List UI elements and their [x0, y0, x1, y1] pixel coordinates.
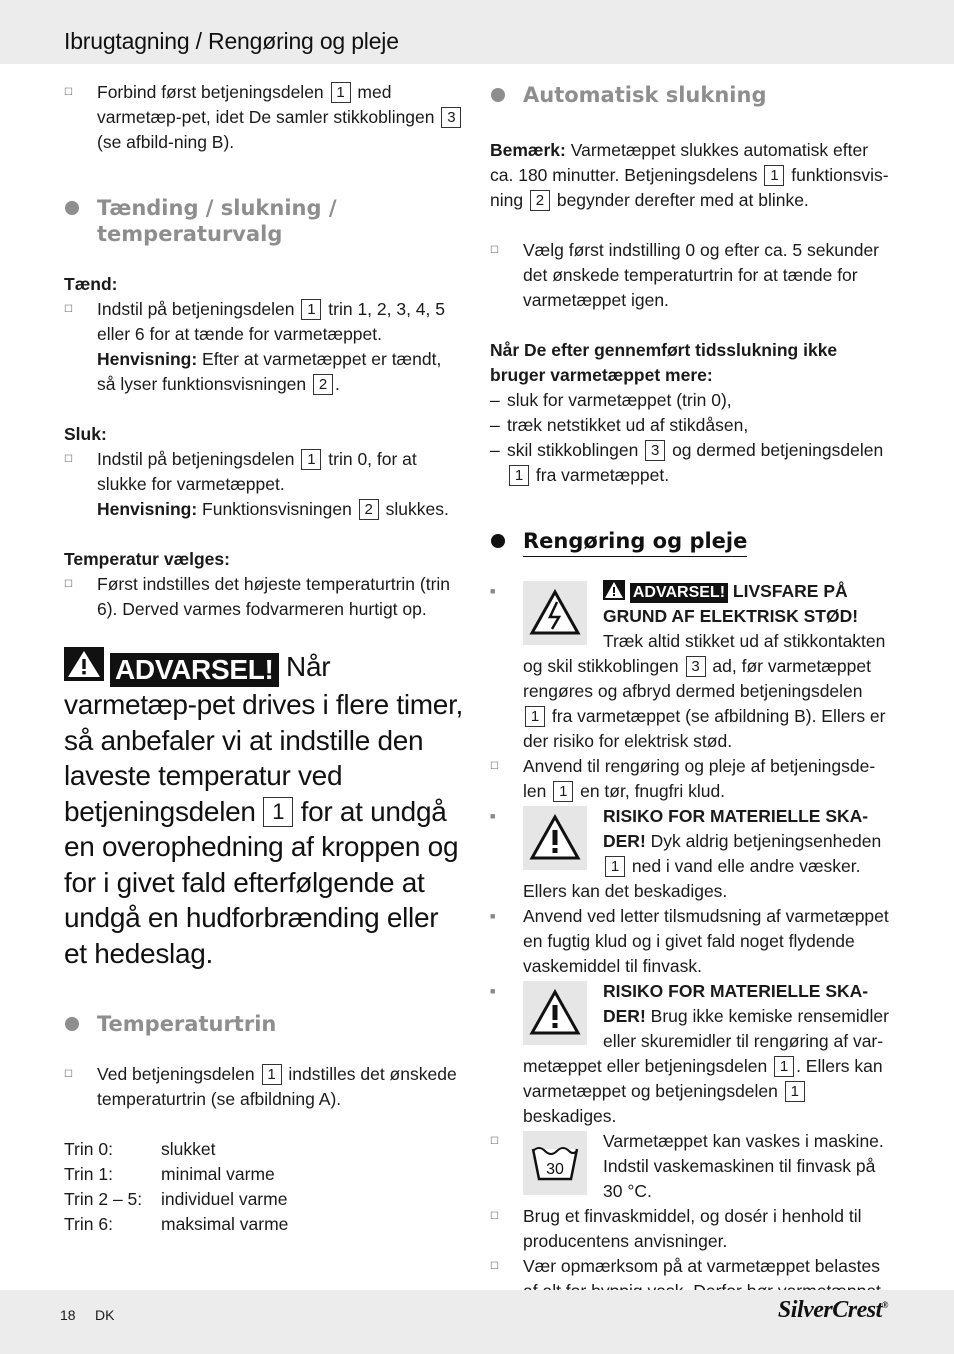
- part-number: 1: [509, 465, 529, 486]
- warning-block: ADVARSEL! Når varmetæp-pet drives i flere timer, så anbefaler vi at indstille den laveste temperatur ved betjeningsdelen 1 for at undgå en overophedning af kroppen og for i givet fald efterfølgende at undgå en hudforbrænding eller et hedeslag.: [64, 647, 464, 971]
- part-number: 1: [301, 449, 321, 470]
- part-number: 1: [553, 781, 573, 802]
- dash-item: – sluk for varmetæppet (trin 0),: [490, 390, 732, 410]
- list-item: ☐ Forbind først betjeningsdelen 1 med varmetæp-pet, idet De samler stikkoblingen 3 (se afbild-ning B).: [64, 80, 464, 155]
- part-number: 1: [785, 1081, 805, 1102]
- part-number: 1: [774, 1056, 794, 1077]
- warning-label: ADVARSEL!: [630, 583, 728, 603]
- part-number: 1: [262, 1064, 282, 1085]
- list-item: ■ RISIKO FOR MATERIELLE SKA-DER! Brug ikke kemiske rensemidler eller skuremidler til rengøring af var-metæppet eller betjeningsdelen 1 . Ellers kan varmetæppet og betjeningsdelen 1 beskadiges.: [490, 981, 889, 1126]
- square-bullet-icon: ■: [490, 986, 496, 996]
- section-heading-taending: Tænding / slukning / temperaturvalg: [64, 195, 464, 247]
- section-heading-temperaturtrin: Temperaturtrin: [64, 1011, 464, 1037]
- part-number: 1: [764, 165, 784, 186]
- checkbox-bullet-icon: ☐: [64, 87, 73, 98]
- checkbox-bullet-icon: ☐: [64, 454, 73, 465]
- bullet-dot-icon: [65, 1017, 79, 1031]
- list-item: ☐ 30 Varmetæppet kan vaskes i maskine. Indstil vaskemaskinen til finvask på 30 °C.: [490, 1131, 884, 1201]
- list-item: ☐ Brug et finvaskmiddel, og dosér i henhold til producentens anvisninger.: [490, 1206, 862, 1251]
- part-number: 3: [441, 107, 461, 128]
- square-bullet-icon: ■: [490, 586, 496, 596]
- trin-table: [64, 1137, 464, 1237]
- table-row: Trin 0: slukket: [64, 1139, 216, 1159]
- square-bullet-icon: ■: [490, 811, 496, 821]
- part-number: 1: [331, 82, 351, 103]
- wash-30-icon: [523, 1131, 587, 1195]
- table-row: Trin 6: maksimal varme: [64, 1214, 289, 1234]
- part-number: 1: [525, 706, 545, 727]
- caution-icon: [523, 806, 587, 870]
- list-item: ■ RISIKO FOR MATERIELLE SKA-DER! Dyk aldrig betjeningsenheden 1 ned i vand elle andre væsker. Ellers kan det beskadiges.: [490, 806, 882, 901]
- section-heading-automatisk: Automatisk slukning: [490, 82, 890, 108]
- list-item: ☐ Anvend til rengøring og pleje af betjeningsde-len 1 en tør, fnugfri klud.: [490, 756, 876, 801]
- bullet-dot-icon: [65, 201, 79, 215]
- table-row: Trin 1: minimal varme: [64, 1164, 275, 1184]
- brand-logo: SilverCrest®: [777, 1297, 888, 1323]
- checkbox-bullet-icon: ☐: [64, 579, 73, 590]
- left-column: [64, 80, 464, 1237]
- list-item: ■ Anvend ved letter tilsmudsning af varmetæppet en fugtig klud og i givet fald noget flydende vaskemiddel til finvask.: [490, 906, 889, 976]
- electric-shock-icon: [523, 581, 587, 645]
- checkbox-bullet-icon: ☐: [490, 1136, 499, 1147]
- list-item: ☐ Først indstilles det højeste temperaturtrin (trin 6). Derved varmes fodvarmeren hurtigt op.: [64, 574, 451, 619]
- caution-icon: [523, 981, 587, 1045]
- page-footer: [0, 1290, 954, 1354]
- list-item: ☐ Indstil på betjeningsdelen 1 trin 0, for at slukke for varmetæppet. Henvisning: Funktionsvisningen 2 slukkes.: [64, 449, 449, 519]
- list-item: ☐ Vælg først indstilling 0 og efter ca. 5 sekunder det ønskede temperaturtrin for at tænde for varmetæppet igen.: [490, 240, 880, 310]
- checkbox-bullet-icon: ☐: [490, 1261, 499, 1272]
- part-number: 2: [359, 499, 379, 520]
- bullet-dot-icon: [491, 88, 505, 102]
- subheading-temperatur: Temperatur vælges:: [64, 549, 230, 569]
- bullet-dot-icon: [491, 534, 505, 548]
- subheading-taend: Tænd:: [64, 274, 118, 294]
- checkbox-bullet-icon: ☐: [490, 245, 499, 256]
- right-column: [490, 80, 890, 1304]
- note-paragraph: Bemærk: Varmetæppet slukkes automatisk efter ca. 180 minutter. Betjeningsdelens 1 funktionsvis-ning 2 begynder derefter med at blinke.: [490, 140, 889, 210]
- square-bullet-icon: ■: [490, 911, 496, 921]
- list-item: ☐ Vær opmærksom på at varmetæppet belastes: [490, 1254, 890, 1304]
- warning-label: ADVARSEL!: [110, 653, 279, 687]
- page-number: 18: [60, 1307, 76, 1323]
- warning-triangle-icon: [603, 580, 625, 600]
- table-row: Trin 2 – 5: individuel varme: [64, 1189, 288, 1209]
- part-number: 3: [686, 656, 706, 677]
- list-item: ☐ Ved betjeningsdelen 1 indstilles det ønskede temperaturtrin (se afbildning A).: [64, 1064, 457, 1109]
- part-number: 2: [313, 374, 333, 395]
- checkbox-bullet-icon: ☐: [490, 761, 499, 772]
- part-number: 1: [301, 299, 321, 320]
- page-title: Ibrugtagning / Rengøring og pleje: [64, 28, 399, 54]
- checkbox-bullet-icon: ☐: [490, 1211, 499, 1222]
- subheading-sluk: Sluk:: [64, 424, 107, 444]
- list-item: ■ ADVARSEL! LIVSFARE PÅ GRUND AF ELEKTRISK STØD! Træk altid stikket ud af stikkontakten og skil stikkoblingen 3 ad, før varmetæppet rengøres og afbryd dermed betjeningsdelen 1 fra varmetæppet (se afbildning B). Ellers er der risiko for elektrisk stød.: [490, 581, 886, 751]
- part-number: 1: [263, 797, 293, 827]
- dash-item: – træk netstikket ud af stikdåsen,: [490, 415, 749, 435]
- part-number: 3: [645, 440, 665, 461]
- checkbox-bullet-icon: ☐: [64, 1069, 73, 1080]
- language-code: DK: [95, 1307, 115, 1323]
- part-number: 1: [605, 856, 625, 877]
- dash-item: – skil stikkoblingen 3 og dermed betjeningsdelen 1 fra varmetæppet.: [490, 440, 884, 485]
- subheading-naar: Når De efter gennemført tidsslukning ikke bruger varmetæppet mere:: [490, 340, 838, 385]
- page-header: [0, 0, 954, 64]
- checkbox-bullet-icon: ☐: [64, 304, 73, 315]
- part-number: 2: [530, 190, 550, 211]
- wash-temperature: 30: [546, 1161, 564, 1178]
- section-heading-rengoering: Rengøring og pleje: [490, 528, 890, 557]
- list-item: ☐ Indstil på betjeningsdelen 1 trin 1, 2, 3, 4, 5 eller 6 for at tænde for varmetæppet. Henvisning: Efter at varmetæppet er tændt, så lyser funktionsvisningen 2 .: [64, 299, 445, 394]
- warning-triangle-icon: [64, 647, 104, 681]
